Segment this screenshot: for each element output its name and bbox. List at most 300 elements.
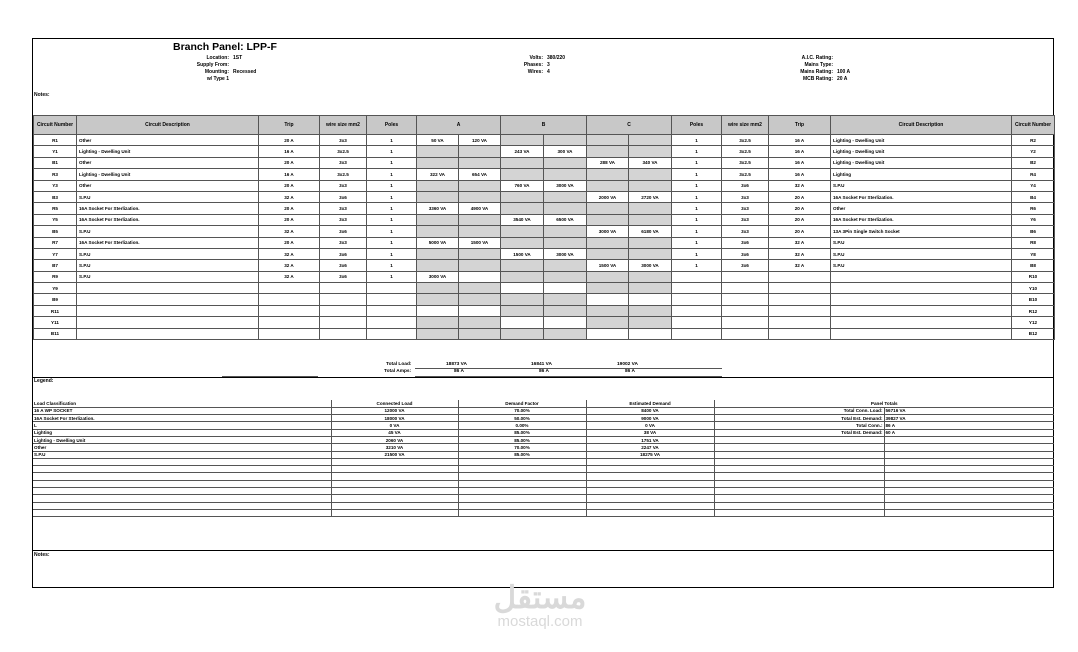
demand-factor (458, 466, 586, 473)
poles (672, 317, 722, 328)
header-value: 3 (547, 62, 550, 68)
column-header: Circuit Description (831, 116, 1012, 135)
notes-label: Notes: (34, 92, 50, 98)
circuit-number: B5 (34, 226, 77, 237)
panel-total-key: Total Conn. Load: (714, 407, 884, 414)
demand-factor: 70.00% (458, 407, 586, 414)
wire-size (722, 283, 769, 294)
wire-size (320, 317, 367, 328)
phase-load-cell (544, 203, 587, 214)
load-table-row (33, 444, 1054, 451)
estimated-demand (586, 509, 714, 516)
trip: 16 A (769, 157, 831, 168)
poles (672, 283, 722, 294)
wire-size: 3x6 (320, 191, 367, 202)
header-value: 4 (547, 69, 550, 75)
circuit-description (77, 283, 259, 294)
table-row (34, 203, 1055, 214)
table-row (34, 169, 1055, 180)
connected-load (331, 502, 458, 509)
header-row (503, 62, 565, 69)
circuit-number: Y9 (34, 283, 77, 294)
load-table-row (33, 458, 1054, 465)
poles (367, 294, 417, 305)
circuit-description: S.P.U (77, 248, 259, 259)
table-row (34, 294, 1055, 305)
header-key: Location: (206, 55, 229, 61)
panel-total-key (714, 436, 884, 443)
phase-load-cell (417, 328, 459, 339)
poles (672, 305, 722, 316)
circuit-number: Y12 (1012, 317, 1055, 328)
phase-load-cell (459, 294, 501, 305)
circuit-number: Y10 (1012, 283, 1055, 294)
table-row (34, 226, 1055, 237)
circuit-description: S.P.U (831, 237, 1012, 248)
circuit-description: Lighting - Dwelling Unit (77, 146, 259, 157)
wire-size: 3x3 (722, 203, 769, 214)
header-key: Volts: (529, 55, 543, 61)
panel-total-key: Total Conn.: (714, 422, 884, 429)
estimated-demand: 0 VA (586, 422, 714, 429)
totals-divider (415, 368, 722, 369)
trip: 16 A (769, 135, 831, 146)
trip (769, 294, 831, 305)
circuit-description: S.P.U (831, 260, 1012, 271)
circuit-number: Y3 (34, 180, 77, 191)
header-row (783, 62, 850, 69)
connected-load (331, 466, 458, 473)
phase-load-cell (417, 260, 459, 271)
circuit-number: R9 (34, 271, 77, 282)
load-classification (33, 488, 331, 495)
trip (769, 328, 831, 339)
panel-total-value: 39827 VA (884, 415, 1054, 422)
header-key: Phases: (523, 62, 543, 68)
load-table-row (33, 451, 1054, 458)
circuit-number: Y2 (1012, 146, 1055, 157)
phase-load-cell (629, 146, 672, 157)
panel-total-key (714, 495, 884, 502)
poles: 1 (367, 248, 417, 259)
connected-load (331, 480, 458, 487)
wire-size (320, 305, 367, 316)
legend-separator (33, 377, 1053, 378)
phase-load-cell (459, 157, 501, 168)
poles: 1 (367, 191, 417, 202)
header-value: 1ST (233, 55, 243, 61)
poles: 1 (367, 237, 417, 248)
phase-load-cell (544, 157, 587, 168)
column-header: Trip (769, 116, 831, 135)
circuit-number: Y5 (34, 214, 77, 225)
load-table-row (33, 436, 1054, 443)
phase-load-cell: 243 VA (501, 146, 544, 157)
trip: 32 A (769, 260, 831, 271)
connected-load (331, 458, 458, 465)
phase-load-cell: 3000 VA (544, 248, 587, 259)
circuit-number: B8 (1012, 260, 1055, 271)
poles: 1 (672, 203, 722, 214)
table-row (34, 214, 1055, 225)
demand-factor (458, 458, 586, 465)
phase-load-cell (417, 226, 459, 237)
phase-load-cell (501, 317, 544, 328)
estimated-demand: 8400 VA (586, 407, 714, 414)
header-key: Mains Type: (804, 62, 833, 68)
trip (259, 328, 320, 339)
connected-load: 21500 VA (331, 451, 458, 458)
total-amps-c: 86 A (625, 369, 635, 374)
trip (259, 294, 320, 305)
phase-load-cell (544, 283, 587, 294)
connected-load: 45 VA (331, 429, 458, 436)
phase-load-cell: 6500 VA (544, 214, 587, 225)
load-classification (33, 509, 331, 516)
load-classification: S.P.U (33, 451, 331, 458)
circuit-description: 16A Socket For Sterlization. (831, 191, 1012, 202)
phase-load-cell (459, 305, 501, 316)
wire-size: 3x3 (320, 203, 367, 214)
load-classification (33, 458, 331, 465)
table-row (34, 237, 1055, 248)
wire-size (722, 328, 769, 339)
demand-factor (458, 480, 586, 487)
trip: 20 A (769, 203, 831, 214)
phase-load-cell (501, 135, 544, 146)
load-classification: 16 A WP SOCKET (33, 407, 331, 414)
phase-load-cell (501, 226, 544, 237)
panel-total-key (714, 458, 884, 465)
demand-factor: 85.00% (458, 451, 586, 458)
table-row (34, 146, 1055, 157)
header-key: Mains Rating: (800, 69, 833, 75)
table-row (34, 271, 1055, 282)
estimated-demand (586, 488, 714, 495)
header-key: Supply From: (196, 62, 229, 68)
wire-size: 3x6 (722, 237, 769, 248)
panel-total-key (714, 480, 884, 487)
trip: 20 A (769, 226, 831, 237)
circuit-number: Y6 (1012, 214, 1055, 225)
trip: 20 A (259, 237, 320, 248)
estimated-demand (586, 495, 714, 502)
circuit-table (33, 115, 1055, 340)
connected-load: 12000 VA (331, 407, 458, 414)
circuit-description: S.P.U (77, 260, 259, 271)
poles: 1 (672, 191, 722, 202)
poles (367, 283, 417, 294)
panel-schedule-sheet (32, 38, 1054, 588)
poles: 1 (367, 203, 417, 214)
circuit-number: R7 (34, 237, 77, 248)
phase-load-cell: 3360 VA (417, 203, 459, 214)
wire-size (722, 271, 769, 282)
circuit-number: Y1 (34, 146, 77, 157)
circuit-number: R10 (1012, 271, 1055, 282)
phase-load-cell: 288 VA (587, 157, 629, 168)
total-load-label: Total Load: (386, 362, 412, 367)
header-row (783, 55, 850, 62)
wire-size: 3x3 (320, 135, 367, 146)
circuit-description: Lighting - Dwelling Unit (77, 169, 259, 180)
wire-size: 3x2.5 (722, 157, 769, 168)
wire-size: 3x3 (320, 214, 367, 225)
wire-size: 3x2.5 (722, 169, 769, 180)
wire-size: 3x2.5 (320, 146, 367, 157)
phase-load-cell (501, 157, 544, 168)
panel-title: Branch Panel: LPP-F (173, 41, 277, 53)
circuit-number: Y8 (1012, 248, 1055, 259)
load-table-row (33, 415, 1054, 422)
demand-factor (458, 495, 586, 502)
trip (259, 305, 320, 316)
phase-load-cell (459, 328, 501, 339)
wire-size: 3x2.5 (320, 169, 367, 180)
circuit-number: Y4 (1012, 180, 1055, 191)
phase-load-cell (417, 305, 459, 316)
load-table-row (33, 509, 1054, 516)
phase-load-cell (629, 305, 672, 316)
circuit-description: 16A Socket For Sterlization. (77, 214, 259, 225)
wire-size: 3x3 (722, 191, 769, 202)
header-row (783, 69, 850, 76)
phase-load-cell (587, 271, 629, 282)
circuit-description (77, 328, 259, 339)
phase-load-cell (629, 214, 672, 225)
load-column-header: Connected Load (331, 400, 458, 407)
header-key: Wires: (527, 69, 543, 75)
phase-load-cell (459, 226, 501, 237)
panel-total-value (884, 495, 1054, 502)
phase-load-cell (459, 271, 501, 282)
estimated-demand: 2247 VA (586, 444, 714, 451)
trip: 20 A (259, 180, 320, 191)
trip: 20 A (259, 203, 320, 214)
phase-load-cell (629, 203, 672, 214)
watermark-latin: mostaql.com (497, 613, 583, 630)
circuit-number: Y7 (34, 248, 77, 259)
phase-load-cell: 1500 VA (587, 260, 629, 271)
panel-total-value (884, 480, 1054, 487)
estimated-demand: 1751 VA (586, 436, 714, 443)
load-classification (33, 466, 331, 473)
phase-load-cell (501, 271, 544, 282)
circuit-description (831, 317, 1012, 328)
circuit-description: Lighting (831, 169, 1012, 180)
load-table-row (33, 480, 1054, 487)
header-row (183, 69, 256, 76)
estimated-demand (586, 502, 714, 509)
demand-factor: 85.00% (458, 436, 586, 443)
poles (672, 328, 722, 339)
phase-load-cell (587, 203, 629, 214)
poles: 1 (367, 146, 417, 157)
panel-total-value (884, 444, 1054, 451)
circuit-description: S.P.U (831, 248, 1012, 259)
circuit-number: R6 (1012, 203, 1055, 214)
table-row (34, 157, 1055, 168)
phase-load-cell (459, 214, 501, 225)
table-row (34, 191, 1055, 202)
circuit-description: 13A 3Pin Single Switch Socket (831, 226, 1012, 237)
phase-load-cell: 322 VA (417, 169, 459, 180)
load-table-header (33, 400, 1054, 407)
panel-total-key (714, 488, 884, 495)
load-table-row (33, 422, 1054, 429)
column-header: Poles (367, 116, 417, 135)
connected-load (331, 509, 458, 516)
panel-total-value (884, 451, 1054, 458)
phase-load-cell: 6180 VA (629, 226, 672, 237)
watermark (473, 582, 607, 630)
phase-load-cell: 1500 VA (459, 237, 501, 248)
notes-separator (33, 550, 1053, 551)
connected-load: 3210 VA (331, 444, 458, 451)
circuit-description: 16A Socket For Sterlization. (77, 237, 259, 248)
poles: 1 (672, 260, 722, 271)
phase-load-cell: 50 VA (417, 135, 459, 146)
phase-load-cell (629, 317, 672, 328)
phase-load-cell (544, 328, 587, 339)
panel-total-value (884, 458, 1054, 465)
phase-load-cell (629, 294, 672, 305)
circuit-description: Other (77, 180, 259, 191)
estimated-demand: 18275 VA (586, 451, 714, 458)
trip: 20 A (259, 214, 320, 225)
trip: 20 A (259, 157, 320, 168)
phase-load-cell: 760 VA (501, 180, 544, 191)
total-amps-b: 86 A (539, 369, 549, 374)
phase-load-cell (587, 283, 629, 294)
wire-size: 3x6 (320, 248, 367, 259)
estimated-demand: 38 VA (586, 429, 714, 436)
trip: 32 A (259, 271, 320, 282)
total-load-c: 19002 VA (617, 362, 638, 367)
circuit-description (77, 317, 259, 328)
phase-load-cell (587, 248, 629, 259)
panel-total-value (884, 509, 1054, 516)
trip (769, 283, 831, 294)
load-column-header: Panel Totals (714, 400, 1054, 407)
column-header: Circuit Number (1012, 116, 1055, 135)
wire-size: 3x6 (722, 248, 769, 259)
circuit-number: Y11 (34, 317, 77, 328)
panel-total-value: 86 A (884, 422, 1054, 429)
trip (259, 283, 320, 294)
header-value (833, 55, 837, 62)
column-header: Trip (259, 116, 320, 135)
circuit-number: B1 (34, 157, 77, 168)
phase-load-cell (587, 146, 629, 157)
wire-size: 3x3 (320, 180, 367, 191)
column-header: wire size mm2 (722, 116, 769, 135)
header-value: 20 A (837, 76, 848, 82)
load-classification (33, 495, 331, 502)
demand-factor (458, 509, 586, 516)
column-header: B (501, 116, 587, 135)
poles (367, 328, 417, 339)
header-value: 380/220 (547, 55, 566, 61)
phase-load-cell: 3000 VA (417, 271, 459, 282)
panel-total-key (714, 509, 884, 516)
load-column-header: Demand Factor (458, 400, 586, 407)
wire-size (722, 305, 769, 316)
circuit-number: B12 (1012, 328, 1055, 339)
wire-size: 3x6 (320, 271, 367, 282)
load-table-row (33, 488, 1054, 495)
phase-load-cell (501, 169, 544, 180)
phase-load-cell (544, 169, 587, 180)
phase-load-cell: 4900 VA (459, 203, 501, 214)
phase-load-cell (587, 135, 629, 146)
wire-size: 3x6 (320, 260, 367, 271)
circuit-description: S.P.U (77, 226, 259, 237)
estimated-demand (586, 458, 714, 465)
phase-load-cell (629, 271, 672, 282)
estimated-demand (586, 473, 714, 480)
circuit-number: R4 (1012, 169, 1055, 180)
circuit-description: S.P.U (831, 180, 1012, 191)
panel-total-key: Total Est. Demand: (714, 415, 884, 422)
table-row (34, 180, 1055, 191)
wire-size: 3x3 (722, 226, 769, 237)
load-classification: L (33, 422, 331, 429)
table-row (34, 305, 1055, 316)
poles (367, 305, 417, 316)
circuit-description (77, 305, 259, 316)
circuit-description: Lighting - Dwelling Unit (831, 135, 1012, 146)
header-left (183, 55, 256, 83)
header-value (229, 62, 233, 69)
load-classification: Lighting (33, 429, 331, 436)
phase-load-cell (417, 317, 459, 328)
phase-load-cell: 1500 VA (501, 248, 544, 259)
panel-total-key (714, 444, 884, 451)
phase-load-cell (501, 191, 544, 202)
circuit-description (831, 305, 1012, 316)
panel-total-key (714, 473, 884, 480)
poles: 1 (367, 214, 417, 225)
load-classification (33, 502, 331, 509)
phase-load-cell (459, 180, 501, 191)
trip: 32 A (769, 248, 831, 259)
phase-load-cell (544, 271, 587, 282)
circuit-description: Lighting - Dwelling Unit (831, 146, 1012, 157)
table-row (34, 283, 1055, 294)
phase-load-cell (417, 191, 459, 202)
panel-total-key (714, 466, 884, 473)
connected-load: 2060 VA (331, 436, 458, 443)
poles: 1 (672, 248, 722, 259)
phase-load-cell (459, 260, 501, 271)
trip: 20 A (769, 191, 831, 202)
circuit-description (831, 328, 1012, 339)
circuit-number: B4 (1012, 191, 1055, 202)
circuit-number: R11 (34, 305, 77, 316)
trip: 20 A (769, 214, 831, 225)
phase-load-cell (459, 191, 501, 202)
circuit-number: B2 (1012, 157, 1055, 168)
trip: 32 A (769, 180, 831, 191)
wire-size: 3x3 (722, 214, 769, 225)
wire-size (722, 294, 769, 305)
circuit-description: Other (831, 203, 1012, 214)
demand-factor: 50.00% (458, 415, 586, 422)
load-classification (33, 480, 331, 487)
phase-load-cell (544, 260, 587, 271)
phase-load-cell (629, 328, 672, 339)
